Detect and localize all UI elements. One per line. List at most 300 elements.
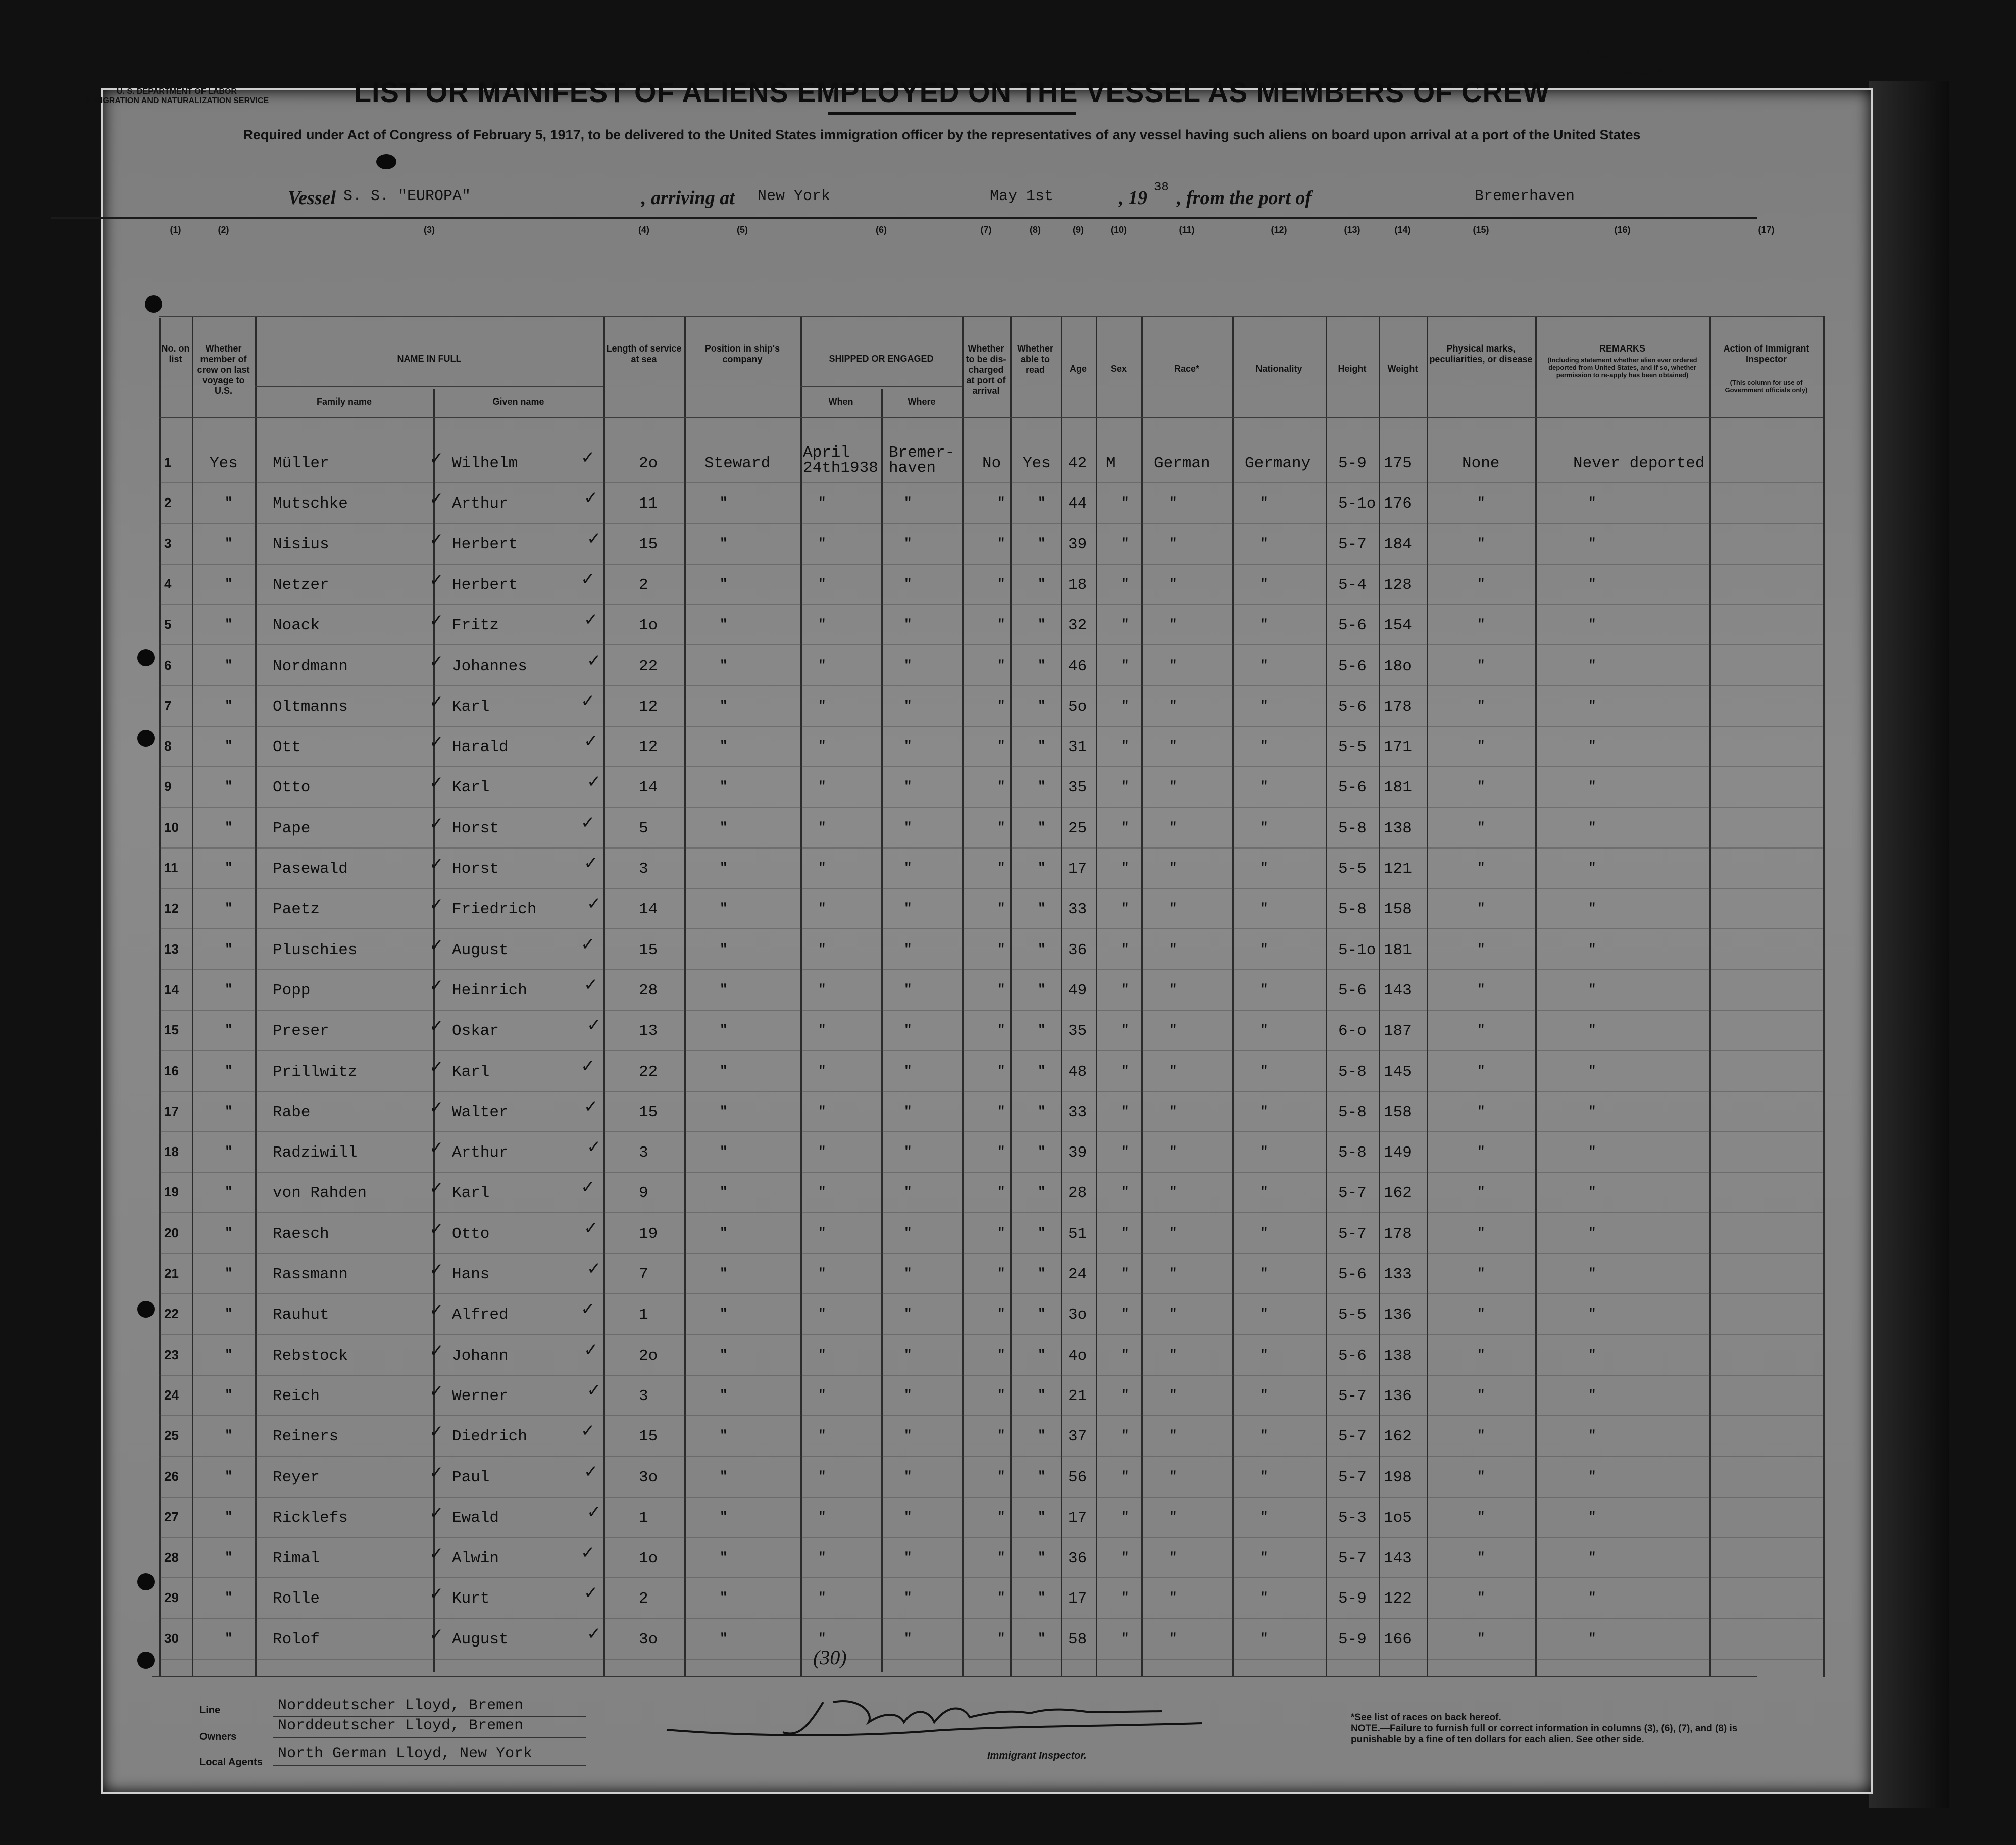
service-length-cell: 19 <box>639 1225 658 1243</box>
race-cell: " <box>1169 1063 1177 1078</box>
row-number: 15 <box>164 1022 179 1038</box>
family-name-cell: Reiners <box>273 1428 339 1446</box>
remarks-cell: " <box>1588 738 1596 754</box>
last-voyage-cell: " <box>225 779 233 794</box>
shipped-when-cell: " <box>818 1590 826 1606</box>
nationality-cell: " <box>1260 1387 1268 1403</box>
line-value: Norddeutscher Lloyd, Bremen <box>278 1697 524 1714</box>
last-voyage-cell: " <box>225 535 233 551</box>
row-number: 12 <box>164 901 179 916</box>
sex-cell: " <box>1121 1022 1129 1038</box>
service-length-cell: 1o <box>639 617 658 635</box>
service-length-cell: 11 <box>639 495 658 513</box>
check-mark: ✓ <box>587 1380 601 1401</box>
row-rule <box>159 1415 1823 1416</box>
service-length-cell: 14 <box>639 901 658 919</box>
service-length-cell: 3o <box>639 1468 658 1486</box>
remarks-cell: " <box>1588 1509 1596 1524</box>
row-number: 3 <box>164 535 172 551</box>
physical-marks-cell: " <box>1477 1387 1485 1403</box>
height-cell: 5-1o <box>1338 941 1376 959</box>
shipped-where-cell: " <box>904 860 912 875</box>
height-cell: 5-8 <box>1338 1063 1367 1081</box>
service-length-cell: 3 <box>639 1387 648 1405</box>
last-voyage-cell: " <box>225 1550 233 1565</box>
family-name-cell: Rolle <box>273 1590 320 1608</box>
sheet-handwritten: Feiter <box>1579 47 1615 63</box>
service-length-cell: 14 <box>639 779 658 797</box>
column-header: NAME IN FULL <box>397 354 462 364</box>
sex-cell: " <box>1121 1590 1129 1606</box>
column-header: SHIPPED OR ENGAGED <box>829 354 934 364</box>
shipped-when-cell: " <box>818 981 826 997</box>
row-number: 24 <box>164 1387 179 1403</box>
nationality-cell: " <box>1260 1428 1268 1443</box>
row-number: 22 <box>164 1306 179 1322</box>
height-cell: 5-6 <box>1338 617 1367 635</box>
check-mark: ✓ <box>429 651 444 672</box>
remarks-cell: Never deported <box>1573 455 1705 472</box>
column-divider <box>1823 316 1825 1677</box>
row-rule <box>159 1618 1823 1619</box>
able-to-read-cell: " <box>1038 1063 1046 1078</box>
physical-marks-cell: " <box>1477 941 1485 957</box>
race-cell: " <box>1169 1022 1177 1038</box>
shipped-when-cell: " <box>818 1428 826 1443</box>
last-voyage-cell: " <box>225 697 233 713</box>
check-mark: ✓ <box>429 448 444 469</box>
last-voyage-cell: " <box>225 901 233 916</box>
inspector-note: (This column for use of Government officials only) <box>1725 379 1808 394</box>
family-name-cell: Rabe <box>273 1103 311 1121</box>
column-number: (5) <box>737 225 748 235</box>
given-name-cell: Ewald <box>452 1509 499 1527</box>
position-cell: " <box>720 576 728 591</box>
physical-marks-cell: " <box>1477 1630 1485 1646</box>
form-number: Form 630 <box>154 77 199 88</box>
family-name-cell: Rimal <box>273 1550 320 1568</box>
race-cell: " <box>1169 1387 1177 1403</box>
given-name-cell: Herbert <box>452 535 518 554</box>
row-number: 13 <box>164 941 179 957</box>
weight-cell: 162 <box>1384 1184 1412 1203</box>
last-voyage-cell: " <box>225 860 233 875</box>
column-header: Whether member of crew on last voyage to U.S. <box>197 343 250 396</box>
family-name-cell: Ricklefs <box>273 1509 348 1527</box>
check-mark: ✓ <box>429 935 444 956</box>
race-cell: " <box>1169 657 1177 673</box>
nationality-cell: " <box>1260 1509 1268 1524</box>
height-cell: 5-1o <box>1338 495 1376 513</box>
age-cell: 21 <box>1068 1387 1087 1405</box>
row-rule <box>159 1131 1823 1132</box>
check-mark: ✓ <box>429 1340 444 1361</box>
sheet-label: Sheet No. <box>1625 65 1676 77</box>
remarks-cell: " <box>1588 1184 1596 1200</box>
remarks-cell: " <box>1588 697 1596 713</box>
remarks-cell: " <box>1588 779 1596 794</box>
row-rule <box>159 888 1823 889</box>
family-name-cell: von Rahden <box>273 1184 367 1203</box>
remarks-cell: " <box>1588 981 1596 997</box>
family-name-cell: Rauhut <box>273 1306 329 1324</box>
nationality-cell: " <box>1260 617 1268 632</box>
given-name-cell: Alwin <box>452 1550 499 1568</box>
age-cell: 24 <box>1068 1266 1087 1283</box>
check-mark: ✓ <box>581 1421 595 1441</box>
weight-cell: 133 <box>1384 1266 1412 1283</box>
sex-cell: " <box>1121 819 1129 835</box>
shipped-when-cell: " <box>818 617 826 632</box>
given-name-cell: Arthur <box>452 495 509 513</box>
remarks-cell: " <box>1588 1347 1596 1362</box>
row-number: 7 <box>164 697 172 713</box>
race-cell: " <box>1169 1347 1177 1362</box>
discharged-cell: No <box>982 455 1001 472</box>
check-mark: ✓ <box>584 1461 598 1482</box>
physical-marks-cell: " <box>1477 1144 1485 1160</box>
last-voyage-cell: " <box>225 1184 233 1200</box>
able-to-read-cell: " <box>1038 495 1046 511</box>
shipped-where-cell: " <box>904 1550 912 1565</box>
check-mark: ✓ <box>429 1503 444 1523</box>
age-cell: 17 <box>1068 1509 1087 1527</box>
family-name-cell: Popp <box>273 981 311 1000</box>
shipped-where-cell: " <box>904 495 912 511</box>
service-length-cell: 28 <box>639 981 658 1000</box>
discharged-cell: " <box>997 1103 1005 1119</box>
family-name-cell: Nisius <box>273 535 329 554</box>
form-identifier <box>81 78 273 106</box>
position-cell: " <box>720 1266 728 1281</box>
column-header: Length of service at sea <box>606 343 682 364</box>
last-voyage-cell: Yes <box>210 455 238 472</box>
position-cell: " <box>720 495 728 511</box>
discharged-cell: " <box>997 1306 1005 1322</box>
row-number: 4 <box>164 576 172 591</box>
departure-port: Bremerhaven <box>1475 188 1575 205</box>
sex-cell: " <box>1121 576 1129 591</box>
last-voyage-cell: " <box>225 617 233 632</box>
nationality-cell: " <box>1260 495 1268 511</box>
given-name-cell: August <box>452 941 509 959</box>
able-to-read-cell: " <box>1038 1347 1046 1362</box>
weight-cell: 138 <box>1384 819 1412 837</box>
height-cell: 5-5 <box>1338 860 1367 878</box>
family-name-cell: Raesch <box>273 1225 329 1243</box>
shipped-where-cell: " <box>904 697 912 713</box>
row-rule <box>159 564 1823 565</box>
service-length-cell: 9 <box>639 1184 648 1203</box>
nationality-cell: " <box>1260 1590 1268 1606</box>
nationality-cell: " <box>1260 1022 1268 1038</box>
check-mark: ✓ <box>581 1177 595 1198</box>
physical-marks-cell: " <box>1477 697 1485 713</box>
age-cell: 32 <box>1068 617 1087 635</box>
able-to-read-cell: " <box>1038 738 1046 754</box>
check-mark: ✓ <box>429 1219 444 1239</box>
row-rule <box>159 847 1823 849</box>
sex-cell: " <box>1121 1387 1129 1403</box>
vessel-line <box>121 181 1737 212</box>
nationality-cell: " <box>1260 1468 1268 1484</box>
check-mark: ✓ <box>429 611 444 631</box>
remarks-cell: " <box>1588 941 1596 957</box>
age-cell: 33 <box>1068 901 1087 919</box>
column-number: (4) <box>638 225 649 235</box>
discharged-cell: " <box>997 1630 1005 1646</box>
race-cell: " <box>1169 495 1177 511</box>
check-mark: ✓ <box>429 1138 444 1159</box>
check-mark: ✓ <box>429 732 444 753</box>
footer-rule <box>152 1676 1757 1677</box>
nationality-cell: Germany <box>1245 455 1311 472</box>
position-cell: " <box>720 617 728 632</box>
able-to-read-cell: " <box>1038 617 1046 632</box>
row-rule <box>159 1659 1823 1660</box>
weight-cell: 145 <box>1384 1063 1412 1081</box>
column-divider <box>684 316 686 1677</box>
remarks-cell: " <box>1588 1468 1596 1484</box>
physical-marks-cell: " <box>1477 1063 1485 1078</box>
age-cell: 37 <box>1068 1428 1087 1446</box>
column-number: (1) <box>170 225 181 235</box>
column-number: (12) <box>1271 225 1287 235</box>
position-cell: " <box>720 779 728 794</box>
position-cell: " <box>720 657 728 673</box>
row-rule <box>159 685 1823 686</box>
nationality-cell: " <box>1260 1144 1268 1160</box>
check-mark: ✓ <box>429 1057 444 1077</box>
discharged-cell: " <box>997 535 1005 551</box>
inspector-signature <box>657 1682 1212 1748</box>
remarks-cell: " <box>1588 1022 1596 1038</box>
weight-cell: 1o5 <box>1384 1509 1412 1527</box>
last-voyage-cell: " <box>225 1144 233 1160</box>
service-length-cell: 3 <box>639 860 648 878</box>
height-cell: 5-7 <box>1338 1184 1367 1203</box>
last-voyage-cell: " <box>225 1590 233 1606</box>
nationality-cell: " <box>1260 1103 1268 1119</box>
height-cell: 5-6 <box>1338 697 1367 716</box>
row-rule <box>159 766 1823 767</box>
discharged-cell: " <box>997 1550 1005 1565</box>
shipped-where-cell: " <box>904 576 912 591</box>
row-number: 16 <box>164 1063 179 1078</box>
column-divider <box>881 389 883 1672</box>
sex-cell: " <box>1121 981 1129 997</box>
able-to-read-cell: " <box>1038 1468 1046 1484</box>
column-divider <box>1010 316 1012 1677</box>
able-to-read-cell: " <box>1038 1550 1046 1565</box>
check-mark: ✓ <box>584 974 598 995</box>
column-number: (7) <box>980 225 992 235</box>
nationality-cell: " <box>1260 738 1268 754</box>
sex-cell: " <box>1121 1428 1129 1443</box>
family-name-cell: Netzer <box>273 576 329 594</box>
physical-marks-cell: " <box>1477 1550 1485 1565</box>
race-cell: " <box>1169 1184 1177 1200</box>
weight-cell: 136 <box>1384 1387 1412 1405</box>
physical-marks-cell: " <box>1477 1225 1485 1240</box>
discharged-cell: " <box>997 657 1005 673</box>
physical-marks-cell: " <box>1477 981 1485 997</box>
discharged-cell: " <box>997 1468 1005 1484</box>
shipped-when-cell: " <box>818 1266 826 1281</box>
inspector-caption: Immigrant Inspector. <box>987 1750 1087 1761</box>
check-mark: ✓ <box>584 610 598 630</box>
height-cell: 5-6 <box>1338 1347 1367 1365</box>
age-cell: 5o <box>1068 697 1087 716</box>
shipped-when-cell: " <box>818 1225 826 1240</box>
weight-cell: 122 <box>1384 1590 1412 1608</box>
check-mark: ✓ <box>587 1502 601 1522</box>
race-cell: " <box>1169 819 1177 835</box>
sub-header: Given name <box>492 396 544 407</box>
column-number: (14) <box>1394 225 1411 235</box>
able-to-read-cell: " <box>1038 1184 1046 1200</box>
remarks-cell: " <box>1588 1428 1596 1443</box>
check-mark: ✓ <box>429 1178 444 1199</box>
service-length-cell: 15 <box>639 535 658 554</box>
physical-marks-cell: " <box>1477 1266 1485 1281</box>
remarks-cell: " <box>1588 1063 1596 1078</box>
race-cell: " <box>1169 1103 1177 1119</box>
discharged-cell: " <box>997 617 1005 632</box>
row-rule <box>159 969 1823 970</box>
shipped-where-cell: " <box>904 1144 912 1160</box>
height-cell: 5-4 <box>1338 576 1367 594</box>
family-name-cell: Preser <box>273 1022 329 1040</box>
height-cell: 5-7 <box>1338 1550 1367 1568</box>
able-to-read-cell: " <box>1038 1225 1046 1240</box>
physical-marks-cell: " <box>1477 617 1485 632</box>
given-name-cell: Karl <box>452 1184 490 1203</box>
family-name-cell: Rebstock <box>273 1347 348 1365</box>
check-mark: ✓ <box>429 691 444 712</box>
shipped-where-cell: " <box>904 535 912 551</box>
check-mark: ✓ <box>429 773 444 793</box>
nationality-cell: " <box>1260 1063 1268 1078</box>
given-name-cell: Alfred <box>452 1306 509 1324</box>
shipped-where-cell: " <box>904 819 912 835</box>
shipped-when-cell: " <box>818 1347 826 1362</box>
height-cell: 5-7 <box>1338 535 1367 554</box>
row-number: 27 <box>164 1509 179 1524</box>
service-length-cell: 12 <box>639 738 658 757</box>
age-cell: 28 <box>1068 1184 1087 1203</box>
shipped-where-cell: " <box>904 1468 912 1484</box>
family-name-cell: Otto <box>273 779 311 797</box>
nationality-cell: " <box>1260 576 1268 591</box>
family-name-cell: Mutschke <box>273 495 348 513</box>
race-cell: " <box>1169 1266 1177 1281</box>
sex-cell: " <box>1121 697 1129 713</box>
age-cell: 18 <box>1068 576 1087 594</box>
physical-marks-cell: " <box>1477 901 1485 916</box>
position-cell: " <box>720 1509 728 1524</box>
given-name-cell: Friedrich <box>452 901 537 919</box>
shipped-when-cell: " <box>818 1144 826 1160</box>
age-cell: 48 <box>1068 1063 1087 1081</box>
weight-cell: 158 <box>1384 1103 1412 1121</box>
check-mark: ✓ <box>587 528 601 549</box>
shipped-when-cell: " <box>818 779 826 794</box>
check-mark: ✓ <box>429 1422 444 1442</box>
column-divider <box>1061 316 1062 1677</box>
nationality-cell: " <box>1260 1184 1268 1200</box>
service-length-cell: 7 <box>639 1266 648 1283</box>
remarks-cell: " <box>1588 819 1596 835</box>
able-to-read-cell: " <box>1038 1428 1046 1443</box>
position-cell: " <box>720 1550 728 1565</box>
shipped-where-cell: " <box>904 1022 912 1038</box>
family-name-cell: Pasewald <box>273 860 348 878</box>
age-cell: 4o <box>1068 1347 1087 1365</box>
sex-cell: " <box>1121 657 1129 673</box>
physical-marks-cell: " <box>1477 779 1485 794</box>
sex-cell: " <box>1121 738 1129 754</box>
row-rule <box>159 1456 1823 1457</box>
sub-header: Family name <box>316 396 372 407</box>
row-rule <box>159 1172 1823 1173</box>
height-cell: 5-6 <box>1338 657 1367 675</box>
able-to-read-cell: " <box>1038 1387 1046 1403</box>
nationality-cell: " <box>1260 657 1268 673</box>
last-voyage-cell: " <box>225 1103 233 1119</box>
weight-cell: 176 <box>1384 495 1412 513</box>
check-mark: ✓ <box>584 1583 598 1604</box>
row-number: 29 <box>164 1590 179 1606</box>
sex-cell: " <box>1121 779 1129 794</box>
discharged-cell: " <box>997 779 1005 794</box>
shipped-where-cell: " <box>904 941 912 957</box>
document-title: LIST OR MANIFEST OF ALIENS EMPLOYED ON THE VESSEL AS MEMBERS OF CREW <box>354 76 1550 108</box>
position-cell: Steward <box>704 455 771 472</box>
position-cell: " <box>720 901 728 916</box>
last-voyage-cell: " <box>225 1306 233 1322</box>
height-cell: 5-8 <box>1338 1144 1367 1162</box>
position-cell: " <box>720 1590 728 1606</box>
service-length-cell: 3o <box>639 1630 658 1649</box>
last-voyage-cell: " <box>225 738 233 754</box>
position-cell: " <box>720 1184 728 1200</box>
shipped-where-cell: " <box>904 617 912 632</box>
page-number: 89 <box>1550 60 1570 79</box>
last-voyage-cell: " <box>225 941 233 957</box>
given-name-cell: Kurt <box>452 1590 490 1608</box>
check-mark: ✓ <box>429 894 444 915</box>
service-length-cell: 1o <box>639 1550 658 1568</box>
column-header: Sex <box>1110 364 1127 374</box>
check-mark: ✓ <box>587 1015 601 1036</box>
given-name-cell: Wilhelm <box>452 455 518 472</box>
check-mark: ✓ <box>429 1016 444 1037</box>
sex-cell: " <box>1121 941 1129 957</box>
check-mark: ✓ <box>584 1339 598 1360</box>
owners-underline <box>273 1737 586 1738</box>
check-mark: ✓ <box>429 1381 444 1402</box>
nationality-cell: " <box>1260 1630 1268 1646</box>
sex-cell: " <box>1121 617 1129 632</box>
column-number: (8) <box>1030 225 1041 235</box>
nationality-cell: " <box>1260 1347 1268 1362</box>
race-cell: " <box>1169 1306 1177 1322</box>
binder-hole <box>376 154 396 169</box>
height-cell: 5-7 <box>1338 1428 1367 1446</box>
service-length-cell: 22 <box>639 1063 658 1081</box>
row-number: 20 <box>164 1225 179 1240</box>
